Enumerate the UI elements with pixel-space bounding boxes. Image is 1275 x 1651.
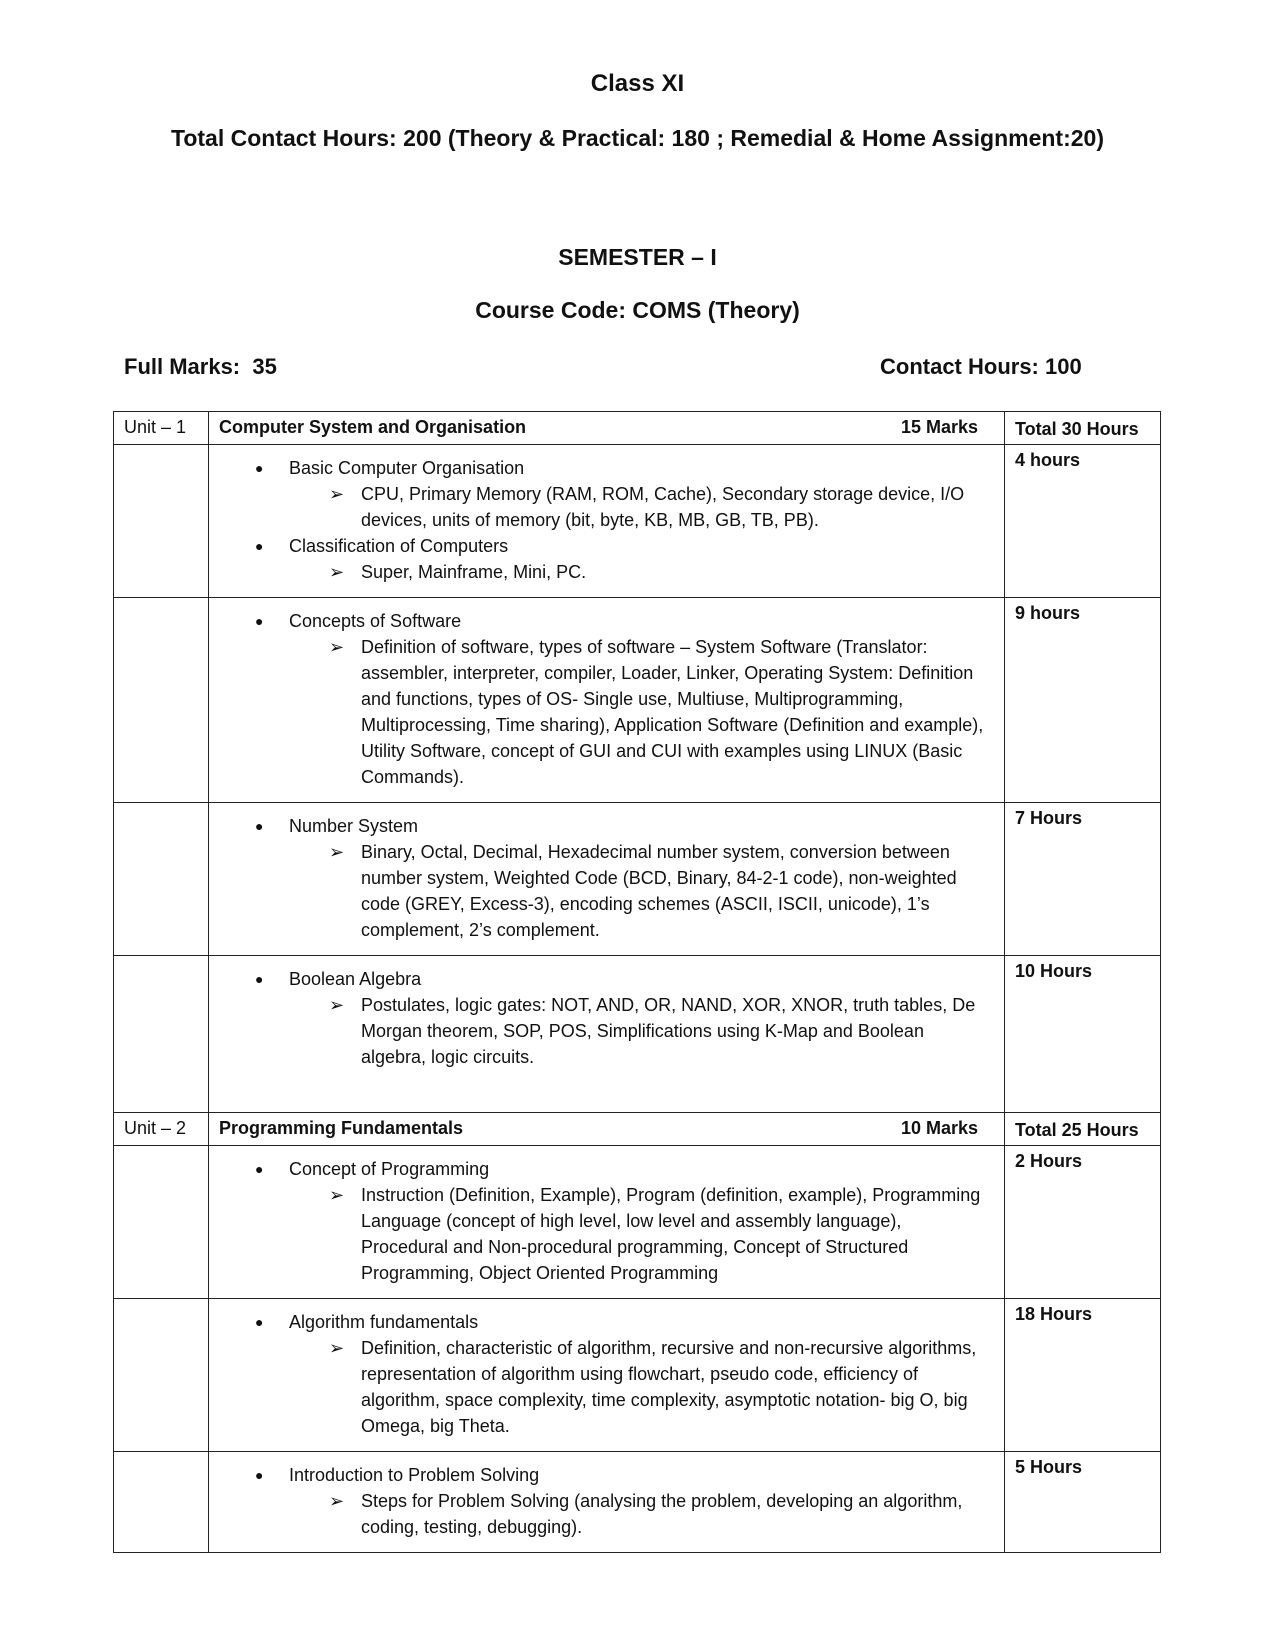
topic-bullet [219, 966, 994, 992]
unit-spacer-cell [114, 445, 209, 598]
topic-row [114, 598, 1161, 803]
topic-detail-text: CPU, Primary Memory (RAM, ROM, Cache), Secondary storage device, I/O devices, units of memory (bit, byte, KB, MB, GB, TB, PB). [361, 484, 965, 530]
topic-detail-text: Super, Mainframe, Mini, PC. [361, 562, 587, 582]
bullet-icon: ● [255, 818, 264, 834]
topic-hours: 9 hours [1005, 598, 1161, 803]
topic-bullet [219, 1309, 994, 1335]
syllabus-table [113, 411, 1161, 1553]
topic-detail-text: Definition of software, types of software – System Software (Translator: assembler, interpreter, compiler, Loader, Linker, Operating System: Definition and functions, types of OS- Single use, Multiuse, Multiprogramming, Multiprocessing, Time sharing), Application Software (Definition and example), Utility Software, concept of GUI and CUI with examples using LINUX (Basic Commands). [361, 637, 984, 787]
topic-row [114, 1299, 1161, 1452]
topic-title: Classification of Computers [289, 536, 509, 556]
topic-title: Algorithm fundamentals [289, 1312, 479, 1332]
unit-total-hours: Total 25 Hours [1005, 1113, 1161, 1146]
unit-title: Programming Fundamentals [219, 1118, 464, 1138]
topic-bullet [219, 533, 994, 559]
unit-spacer-cell [114, 1452, 209, 1553]
arrow-bullet-icon: ➢ [329, 484, 345, 504]
topic-cell [209, 956, 1005, 1113]
topic-hours: 7 Hours [1005, 803, 1161, 956]
topic-cell [209, 445, 1005, 598]
topic-detail [219, 1335, 994, 1439]
arrow-bullet-icon: ➢ [329, 562, 345, 582]
topic-detail [219, 992, 994, 1070]
topic-row [114, 803, 1161, 956]
bullet-icon: ● [255, 1161, 264, 1177]
topic-detail [219, 1488, 994, 1540]
total-contact-hours-title: Total Contact Hours: 200 (Theory & Practical: 180 ; Remedial & Home Assignment:20) [170, 125, 1104, 151]
topic-detail [219, 634, 994, 790]
unit-header-row [114, 1113, 1161, 1146]
unit-label: Unit – 2 [114, 1113, 209, 1146]
unit-marks: 10 Marks [900, 1118, 978, 1138]
topic-title: Concept of Programming [289, 1159, 490, 1179]
unit-spacer-cell [114, 956, 209, 1113]
topic-title: Introduction to Problem Solving [289, 1465, 540, 1485]
arrow-bullet-icon: ➢ [329, 842, 345, 862]
bullet-icon: ● [255, 1314, 264, 1330]
topic-hours: 2 Hours [1005, 1146, 1161, 1299]
topic-title: Concepts of Software [289, 611, 462, 631]
unit-spacer-cell [114, 1299, 209, 1452]
topic-detail [219, 839, 994, 943]
topic-hours: 4 hours [1005, 445, 1161, 598]
contact-hours: Contact Hours: 100 [880, 354, 1082, 379]
bullet-icon: ● [255, 971, 264, 987]
unit-label: Unit – 1 [114, 412, 209, 445]
bullet-icon: ● [255, 1467, 264, 1483]
topic-detail-text: Steps for Problem Solving (analysing the problem, developing an algorithm, coding, testing, debugging). [361, 1491, 963, 1537]
unit-spacer-cell [114, 598, 209, 803]
topic-detail [219, 481, 994, 533]
topic-cell [209, 598, 1005, 803]
class-title: Class XI [590, 70, 685, 97]
topic-bullet [219, 1462, 994, 1488]
topic-bullet [219, 813, 994, 839]
topic-bullet [219, 1156, 994, 1182]
topic-cell [209, 1146, 1005, 1299]
arrow-bullet-icon: ➢ [329, 1491, 345, 1511]
unit-spacer-cell [114, 1146, 209, 1299]
bullet-icon: ● [255, 538, 264, 554]
unit-spacer-cell [114, 803, 209, 956]
topic-cell [209, 1299, 1005, 1452]
topic-title: Basic Computer Organisation [289, 458, 525, 478]
topic-hours: 10 Hours [1005, 956, 1161, 1113]
unit-marks: 15 Marks [900, 417, 978, 437]
topic-row [114, 1452, 1161, 1553]
course-code-title: Course Code: COMS (Theory) [475, 297, 800, 323]
unit-title-cell [209, 412, 1005, 445]
topic-cell [209, 1452, 1005, 1553]
full-marks: Full Marks: 35 [124, 354, 277, 379]
topic-detail-text: Definition, characteristic of algorithm, recursive and non-recursive algorithms, representation of algorithm using flowchart, pseudo code, efficiency of algorithm, space complexity, time complexity, asymptotic notation- big O, big Omega, big Theta. [361, 1338, 977, 1436]
topic-row [114, 956, 1161, 1113]
topic-title: Number System [289, 816, 419, 836]
topic-bullet [219, 608, 994, 634]
semester-title: SEMESTER – I [558, 244, 717, 270]
topic-hours: 5 Hours [1005, 1452, 1161, 1553]
arrow-bullet-icon: ➢ [329, 637, 345, 657]
bullet-icon: ● [255, 613, 264, 629]
unit-title: Computer System and Organisation [219, 417, 527, 437]
arrow-bullet-icon: ➢ [329, 1338, 345, 1358]
topic-bullet [219, 455, 994, 481]
unit-title-cell [209, 1113, 1005, 1146]
topic-detail-text: Binary, Octal, Decimal, Hexadecimal number system, conversion between number system, Weighted Code (BCD, Binary, 84-2-1 code), non-weighted code (GREY, Excess-3), encoding schemes (ASCII, ISCII, unicode), 1’s complement, 2’s complement. [361, 842, 957, 940]
arrow-bullet-icon: ➢ [329, 995, 345, 1015]
unit-total-hours: Total 30 Hours [1005, 412, 1161, 445]
bullet-icon: ● [255, 460, 264, 476]
topic-detail [219, 559, 994, 585]
topic-detail-text: Instruction (Definition, Example), Program (definition, example), Programming Language (concept of high level, low level and assembly language), Procedural and Non-procedural programming, Concept of Structured Programming, Object Oriented Programming [361, 1185, 981, 1283]
topic-row [114, 445, 1161, 598]
topic-hours: 18 Hours [1005, 1299, 1161, 1452]
topic-cell [209, 803, 1005, 956]
unit-header-row [114, 412, 1161, 445]
topic-detail-text: Postulates, logic gates: NOT, AND, OR, NAND, XOR, XNOR, truth tables, De Morgan theorem, SOP, POS, Simplifications using K-Map and Boolean algebra, logic circuits. [361, 995, 976, 1067]
topic-row [114, 1146, 1161, 1299]
topic-title: Boolean Algebra [289, 969, 422, 989]
topic-detail [219, 1182, 994, 1286]
arrow-bullet-icon: ➢ [329, 1185, 345, 1205]
